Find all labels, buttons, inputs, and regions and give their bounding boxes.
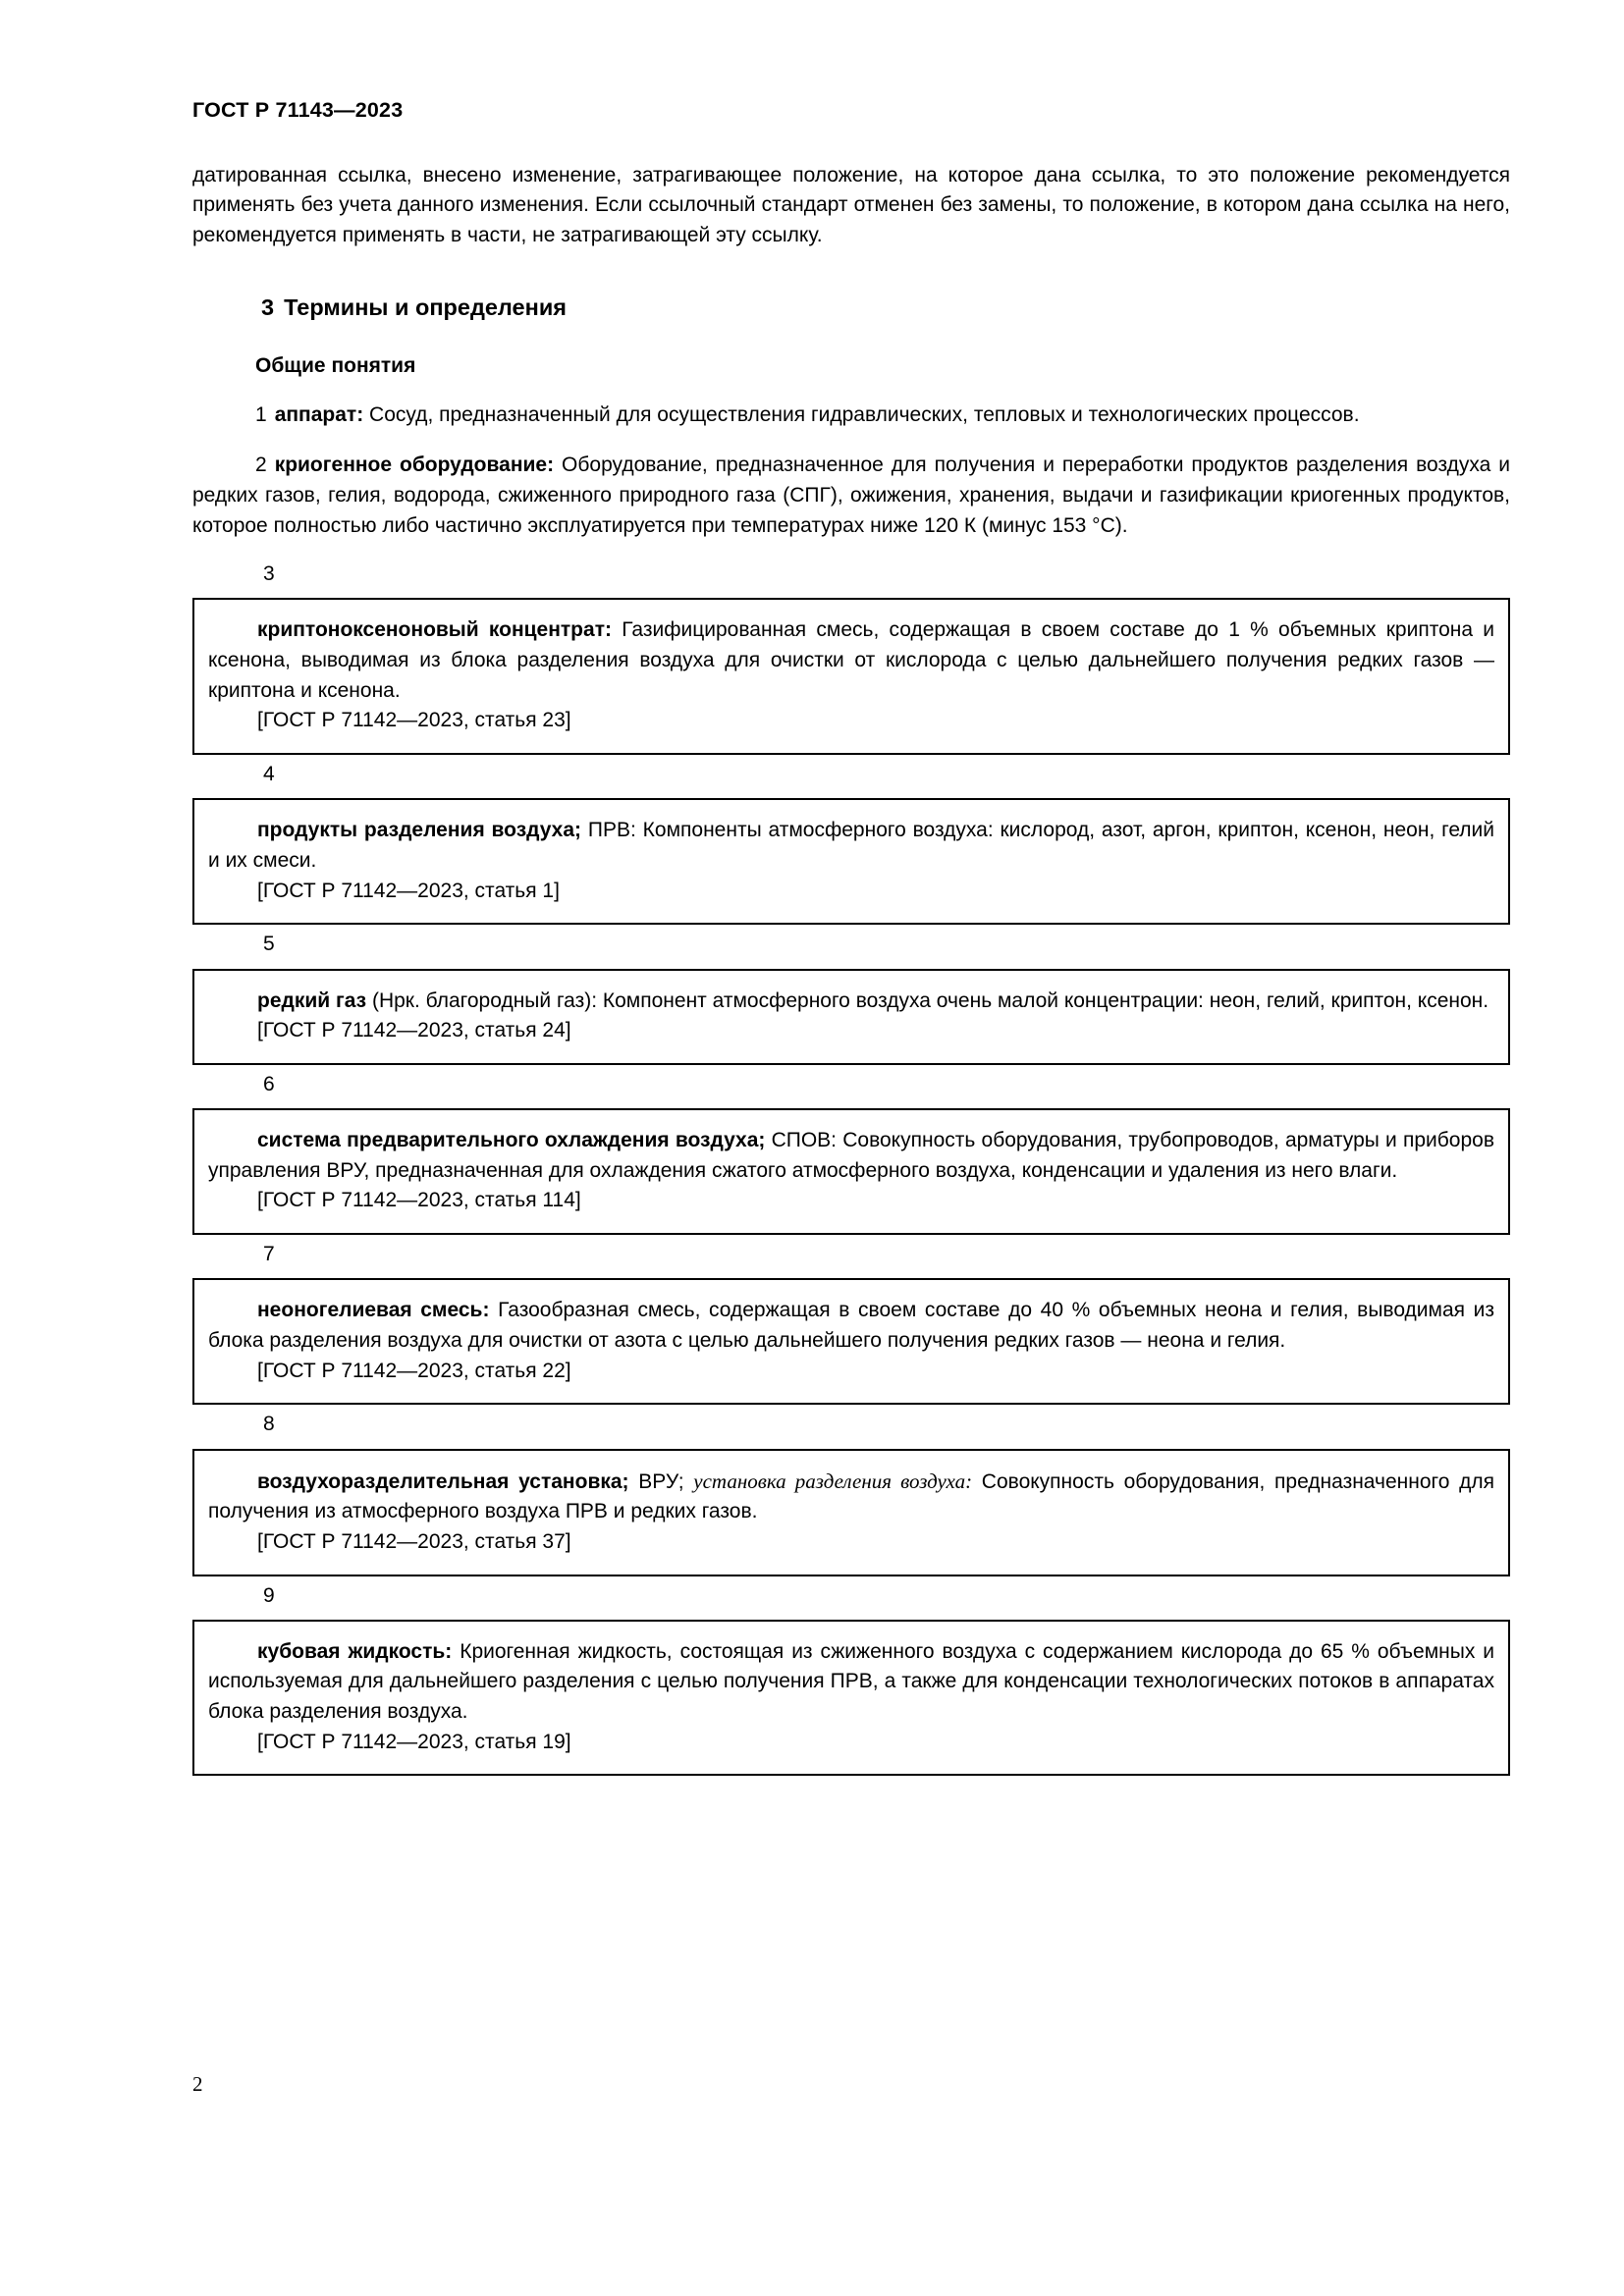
term-definition-box: [192, 1620, 1510, 1777]
term-definition-paragraph: [208, 1637, 1494, 1728]
section-heading: [261, 293, 1510, 323]
term-label: продукты разделения воздуха;: [257, 819, 582, 842]
subsection-heading: Общие понятия: [255, 354, 416, 378]
plain-term-item: [192, 400, 1510, 431]
term-definition-box: [192, 969, 1510, 1065]
term-source-reference: [ГОСТ Р 71142—2023, статья 24]: [257, 1019, 571, 1042]
term-label: криптоноксеноновый концентрат:: [257, 618, 612, 642]
term-definition-paragraph: [208, 987, 1494, 1017]
page-number: 2: [192, 2072, 203, 2096]
boxed-term-number: 8: [263, 1413, 275, 1436]
term-definition-box: [192, 598, 1510, 755]
term-definition-text: Совокупность оборудования, предназначенного для получения из атмосферного воздуха ПРВ и редких газов.: [208, 1469, 1494, 1523]
boxed-term-number: 4: [263, 763, 275, 786]
term-definition-text: Компоненты атмосферного воздуха: кислород, азот, аргон, криптон, ксенон, неон, гелий и их смеси.: [208, 819, 1495, 873]
intro-paragraph: датированная ссылка, внесено изменение, затрагивающее положение, на которое дана ссылка, то это положение рекомендуется применять без учета данного изменения. Если ссылочный стандарт отменен без замены, то положение, в котором дана ссылка на него, рекомендуется применять в части, не затрагивающей эту ссылку.: [192, 163, 1510, 247]
boxed-term-number: 3: [263, 562, 275, 586]
term-source-reference: [ГОСТ Р 71142—2023, статья 114]: [257, 1189, 581, 1212]
term-definition-box: [192, 1108, 1510, 1235]
term-definition-box: [192, 1278, 1510, 1405]
running-head: ГОСТ Р 71143—2023: [192, 98, 404, 122]
term-definition-text: Газообразная смесь, содержащая в своем составе до 40 % объемных неона и гелия, выводимая из блока разделения воздуха для очистки от азота с целью дальнейшего получения редких газов — неона и гелия.: [208, 1299, 1495, 1353]
term-label: воздухоразделительная установка;: [257, 1469, 629, 1493]
plain-term-definition: Сосуд, предназначенный для осуществления гидравлических, тепловых и технологических процессов.: [363, 402, 1360, 426]
plain-term-number: 2: [255, 454, 267, 477]
term-label: система предварительного охлаждения воздуха;: [257, 1129, 766, 1152]
term-abbreviation: (Нрк. благородный газ):: [366, 988, 598, 1012]
boxed-terms-list: [192, 561, 1510, 1776]
term-definition-text: Совокупность оборудования, трубопроводов, арматуры и приборов управления ВРУ, предназначенная для охлаждения сжатого атмосферного воздуха, конденсации и удаления из него влаги.: [208, 1129, 1495, 1182]
section-number: 3: [261, 294, 275, 320]
term-abbreviation: ВРУ;: [628, 1469, 694, 1493]
term-abbreviation: СПОВ:: [765, 1129, 838, 1152]
page-content: [192, 0, 1510, 1776]
term-source-reference: [ГОСТ Р 71142—2023, статья 22]: [257, 1359, 571, 1382]
term-definition-text: Газифицированная смесь, содержащая в своем составе до 1 % объемных криптона и ксенона, выводимая из блока разделения воздуха для очистки от кислорода с целью дальнейшего получения редких газов — криптона и ксенона.: [208, 618, 1494, 702]
term-definition-text: Криогенная жидкость, состоящая из сжиженного воздуха с содержанием кислорода до 65 % объемных и используемая для дальнейшего разделения с целью получения ПРВ, а также для конденсации технологических потоков в аппаратах блока разделения воздуха.: [208, 1639, 1494, 1724]
boxed-term-number: 6: [263, 1072, 275, 1095]
term-definition-paragraph: [208, 1126, 1494, 1186]
term-label: редкий газ: [257, 988, 367, 1012]
term-label: кубовая жидкость:: [257, 1639, 453, 1663]
boxed-term-number: 7: [263, 1243, 275, 1266]
section-title: Термины и определения: [284, 294, 567, 320]
term-synonym-italic: установка разделения воздуха:: [693, 1468, 973, 1493]
term-definition-text: Компонент атмосферного воздуха очень малой концентрации: неон, гелий, криптон, ксенон.: [597, 988, 1489, 1012]
term-definition-paragraph: [208, 1467, 1494, 1527]
boxed-term-number: 9: [263, 1583, 275, 1607]
term-source-reference: [ГОСТ Р 71142—2023, статья 1]: [257, 879, 560, 902]
term-definition-paragraph: [208, 1296, 1494, 1356]
plain-term-label: криогенное оборудование:: [274, 454, 555, 477]
plain-term-definition: Оборудование, предназначенное для получения и переработки продуктов разделения воздуха и редких газов, гелия, водорода, сжиженного природного газа (СПГ), ожижения, хранения, выдачи и газификации криогенных продуктов, которое полностью либо частично эксплуатируется при температурах ниже 120 К (минус 153 °C).: [192, 454, 1510, 537]
term-definition-paragraph: [208, 816, 1494, 876]
plain-terms-list: [192, 400, 1510, 542]
term-definition-box: [192, 1449, 1510, 1576]
term-source-reference: [ГОСТ Р 71142—2023, статья 19]: [257, 1730, 571, 1753]
plain-term-item: [192, 451, 1510, 541]
term-abbreviation: ПРВ:: [581, 819, 636, 842]
plain-term-number: 1: [255, 402, 267, 426]
term-definition-box: [192, 798, 1510, 925]
boxed-term-number: 5: [263, 933, 275, 956]
term-label: неоногелиевая смесь:: [257, 1299, 490, 1322]
term-source-reference: [ГОСТ Р 71142—2023, статья 23]: [257, 709, 571, 732]
term-definition-paragraph: [208, 615, 1494, 706]
plain-term-label: аппарат:: [274, 402, 364, 426]
term-source-reference: [ГОСТ Р 71142—2023, статья 37]: [257, 1529, 571, 1553]
